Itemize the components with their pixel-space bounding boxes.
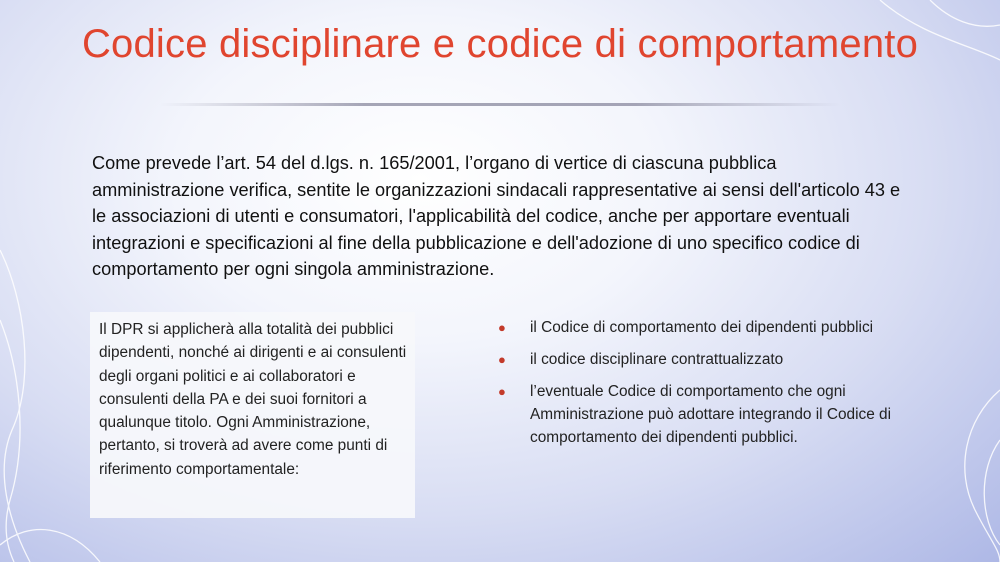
- list-item-text: il codice disciplinare contrattualizzato: [530, 351, 784, 368]
- list-item: [498, 380, 908, 449]
- list-item: [498, 348, 908, 371]
- scope-text: Il DPR si applicherà alla totalità dei pubblici dipendenti, nonché ai dirigenti e ai consulenti degli organi politici e ai collaboratori e consulenti della PA e dei suoi fornitori a qualunque titolo. Ogni Amministrazione, pertanto, si troverà ad avere come punti di riferimento comportamentale:: [99, 321, 407, 478]
- bullet-dot-icon: ●: [498, 320, 506, 335]
- list-item-text: l’eventuale Codice di comportamento che ogni Amministrazione può adottare integrando il Codice di comportamento dei dipendenti pubblici.: [530, 383, 892, 446]
- list-item-text: il Codice di comportamento dei dipendenti pubblici: [530, 319, 874, 336]
- scope-text-box: [90, 312, 415, 518]
- reference-codes-list: [498, 316, 908, 458]
- slide-title: Codice disciplinare e codice di comportamento: [81, 22, 919, 66]
- bullet-dot-icon: ●: [498, 384, 506, 399]
- list-item: [498, 316, 908, 339]
- main-paragraph: Come prevede l’art. 54 del d.lgs. n. 165/2001, l’organo di vertice di ciascuna pubblica amministrazione verifica, sentite le organizzazioni sindacali rappresentative ai sensi dell'articolo 43 e le associazioni di utenti e consumatori, l'applicabilità del codice, anche per apportare eventuali integrazioni e specificazioni al fine della pubblicazione e dell'adozione di uno specifico codice di comportamento per ogni singola amministrazione.: [92, 153, 901, 279]
- title-divider: [160, 103, 840, 106]
- bullet-dot-icon: ●: [498, 352, 506, 367]
